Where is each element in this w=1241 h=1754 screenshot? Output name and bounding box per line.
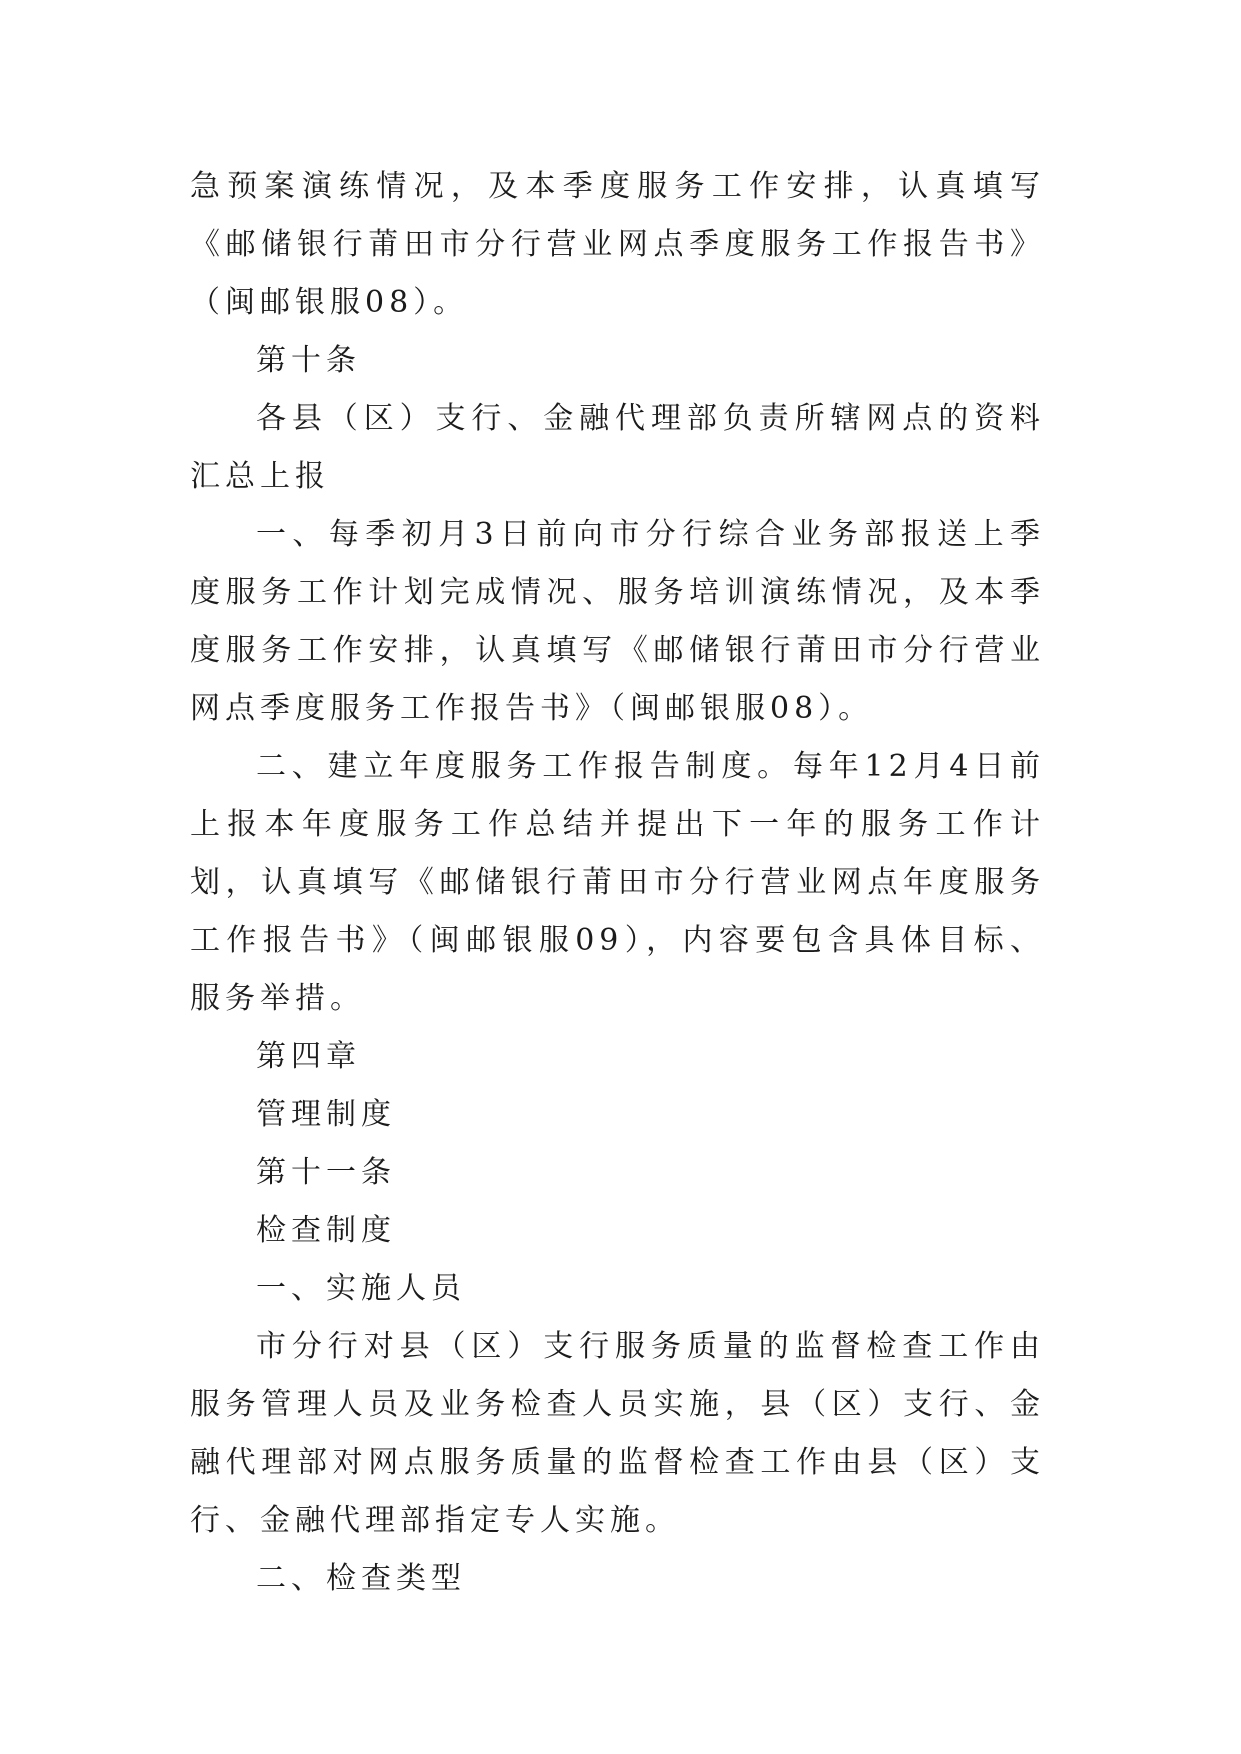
article-heading: 第十一条	[256, 1155, 396, 1190]
chapter-heading: 第四章	[256, 1039, 361, 1074]
clause-paragraph: 一、每季初月3日前向市分行综合业务部报送上季度服务工作计划完成情况、服务培训演练情况，及本季度服务工作安排，认真填写《邮储银行莆田市分行营业网点季度服务工作报告书》（闽邮银服08）。	[190, 517, 1045, 726]
document-body	[190, 158, 1045, 1608]
clause-paragraph: 市分行对县（区）支行服务质量的监督检查工作由服务管理人员及业务检查人员实施，县（区）支行、金融代理部对网点服务质量的监督检查工作由县（区）支行、金融代理部指定专人实施。	[190, 1329, 1045, 1538]
article-title: 检查制度	[256, 1213, 396, 1248]
clause-paragraph: 二、建立年度服务工作报告制度。每年12月4日前上报本年度服务工作总结并提出下一年的服务工作计划，认真填写《邮储银行莆田市分行营业网点年度服务工作报告书》（闽邮银服09），内容要包含具体目标、服务举措。	[190, 749, 1045, 1016]
chapter-title: 管理制度	[256, 1097, 396, 1132]
section-heading: 二、检查类型	[256, 1561, 466, 1596]
section-heading: 一、实施人员	[256, 1271, 466, 1306]
article-heading: 第十条	[256, 343, 361, 378]
paragraph-continuation: 急预案演练情况，及本季度服务工作安排，认真填写《邮储银行莆田市分行营业网点季度服务工作报告书》（闽邮银服08）。	[190, 169, 1045, 320]
article-title: 各县（区）支行、金融代理部负责所辖网点的资料汇总上报	[190, 401, 1045, 494]
